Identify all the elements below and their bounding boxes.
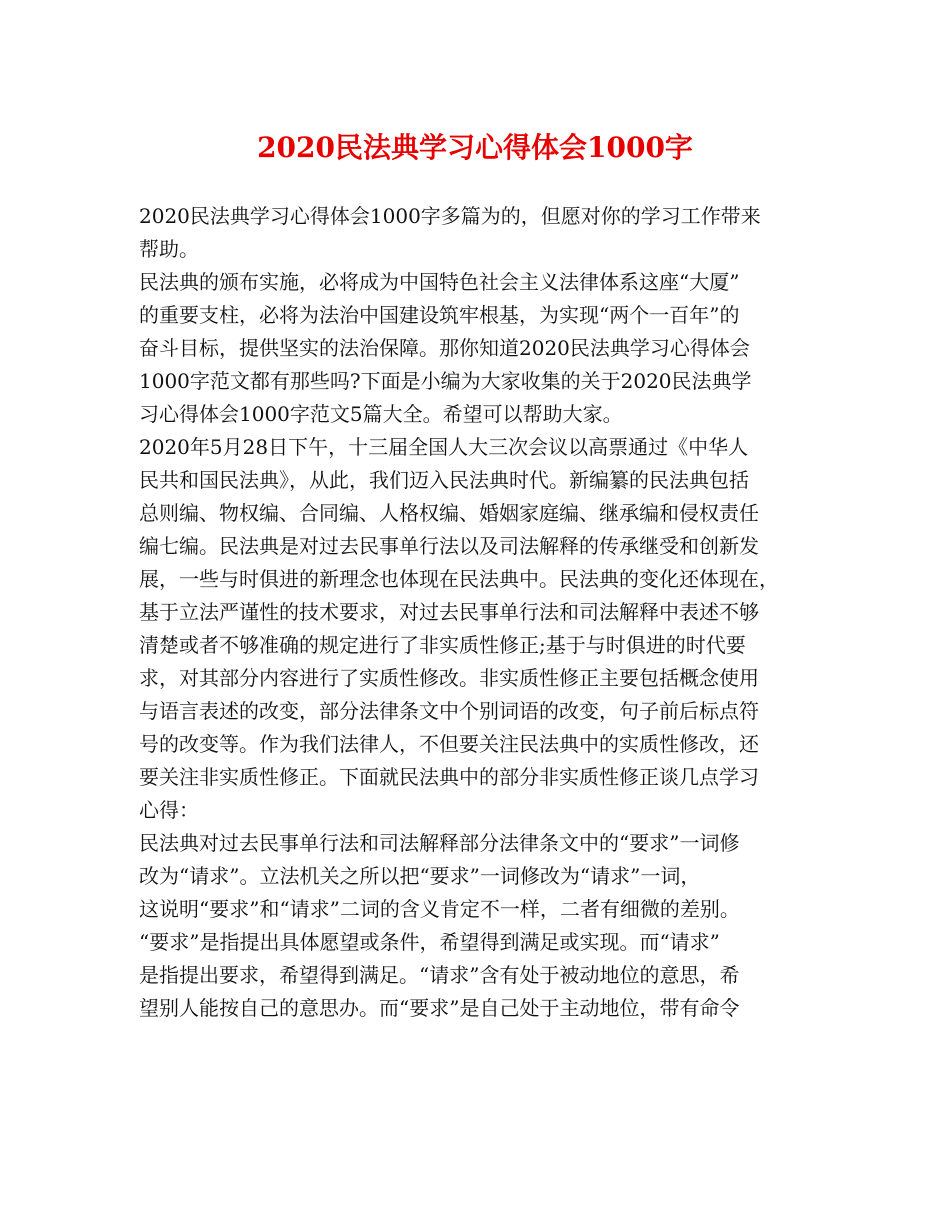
text-line: 是指提出要求，希望得到满足。“请求”含有处于被动地位的意思，希 [139,963,740,987]
text-line: 的重要支柱，必将为法治中国建设筑牢根基，为实现“两个一百年”的 [139,303,740,327]
text-line: 望别人能按自己的意思办。而“要求”是自己处于主动地位，带有命令 [139,996,740,1020]
document-title: 2020民法典学习心得体会1000字 [257,131,693,164]
text-line: 总则编、物权编、合同编、人格权编、婚姻家庭编、继承编和侵权责任 [139,501,759,525]
text-line: 习心得体会1000字范文5篇大全。希望可以帮助大家。 [139,402,623,426]
text-line: “要求”是指提出具体愿望或条件，希望得到满足或实现。而“请求” [139,930,720,954]
text-line: 民法典的颁布实施，必将成为中国特色社会主义法律体系这座“大厦” [139,270,740,294]
text-line: 2020民法典学习心得体会1000字多篇为的，但愿对你的学习工作带来 [139,204,761,228]
text-line: 民共和国民法典》，从此，我们迈入民法典时代。新编纂的民法典包括 [139,468,749,492]
text-line: 编七编。民法典是对过去民事单行法以及司法解释的传承继受和创新发 [139,534,759,558]
text-line: 奋斗目标，提供坚实的法治保障。那你知道2020民法典学习心得体会 [139,336,750,360]
text-line: 与语言表述的改变，部分法律条文中个别词语的改变，句子前后标点符 [139,699,759,723]
text-line: 心得： [139,798,199,822]
text-line: 帮助。 [139,237,199,261]
text-line: 改为“请求”。立法机关之所以把“要求”一词修改为“请求”一词， [139,864,701,888]
text-line: 号的改变等。作为我们法律人，不但要关注民法典中的实质性修改，还 [139,732,759,756]
text-line: 这说明“要求”和“请求”二词的含义肯定不一样，二者有细微的差别。 [139,897,740,921]
text-line: 求，对其部分内容进行了实质性修改。非实质性修正主要包括概念使用 [139,666,759,690]
document-body [139,200,829,1025]
text-line: 清楚或者不够准确的规定进行了非实质性修正;基于与时俱进的时代要 [139,633,746,657]
text-line: 基于立法严谨性的技术要求，对过去民事单行法和司法解释中表述不够 [139,600,759,624]
text-line: 展，一些与时俱进的新理念也体现在民法典中。民法典的变化还体现在， [139,567,779,591]
text-line: 2020年5月28日下午，十三届全国人大三次会议以高票通过《中华人 [139,435,749,459]
text-line: 要关注非实质性修正。下面就民法典中的部分非实质性修正谈几点学习 [139,765,759,789]
text-line: 1000字范文都有那些吗?下面是小编为大家收集的关于2020民法典学 [139,369,752,393]
text-line: 民法典对过去民事单行法和司法解释部分法律条文中的“要求”一词修 [139,831,740,855]
